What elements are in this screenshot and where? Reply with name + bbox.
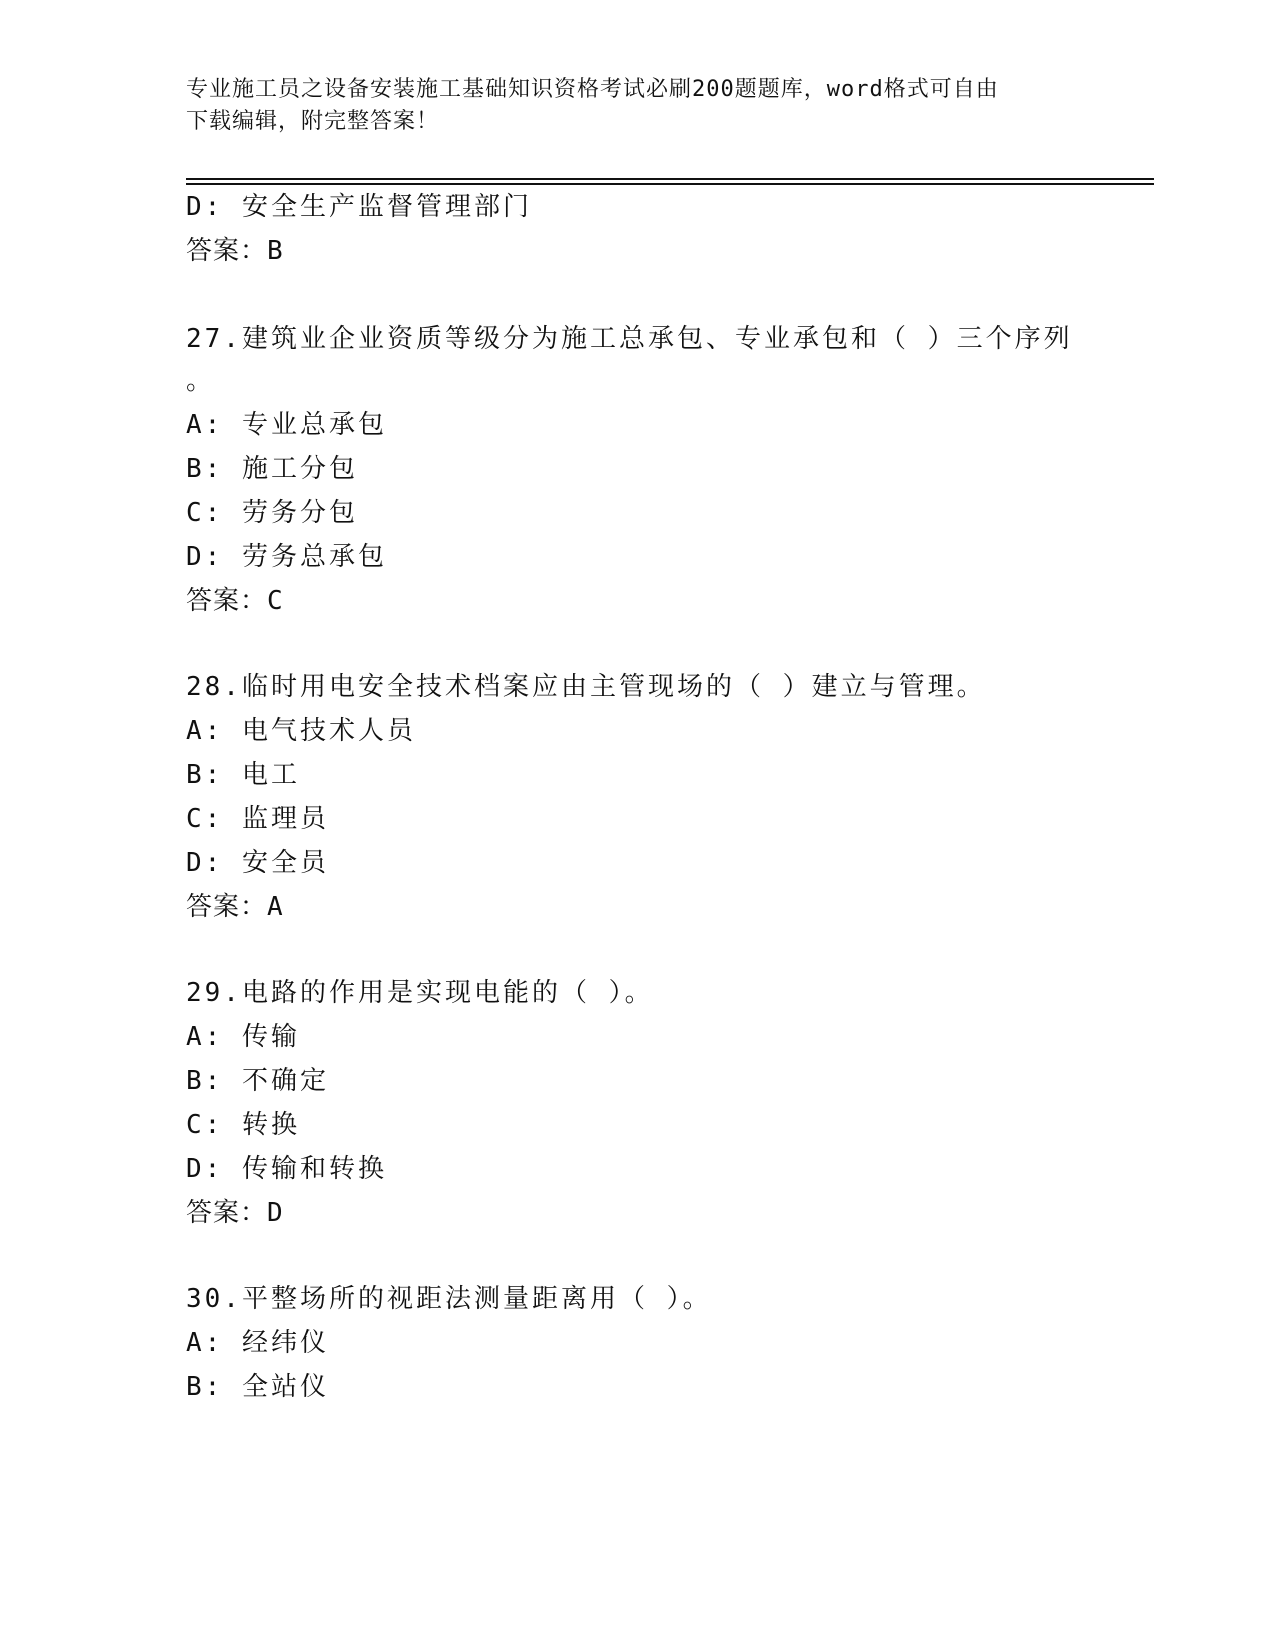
question-28-option-d: D: 安全员	[186, 848, 329, 878]
question-27-text-cont: 。	[186, 366, 216, 396]
question-29-option-b: B: 不确定	[186, 1066, 329, 1096]
question-29-option-c: C: 转换	[186, 1110, 300, 1140]
question-29-answer	[186, 1196, 284, 1230]
answer-label: 答案：	[186, 892, 268, 922]
question-27-answer	[186, 584, 284, 618]
question-28-option-c: C: 监理员	[186, 804, 329, 834]
answer-value: C	[267, 586, 284, 616]
prev-answer	[186, 234, 284, 268]
question-28-option-b: B: 电工	[186, 760, 300, 790]
question-29-text: 29.电路的作用是实现电能的（ ）。	[186, 978, 654, 1008]
question-28-text: 28.临时用电安全技术档案应由主管现场的（ ）建立与管理。	[186, 672, 986, 702]
answer-label: 答案：	[186, 586, 268, 616]
question-28-answer	[186, 890, 284, 924]
header-line-2: 下载编辑，附完整答案！	[186, 109, 440, 134]
question-30-option-b: B: 全站仪	[186, 1372, 329, 1402]
answer-value: B	[267, 236, 284, 266]
question-30-option-a: A: 经纬仪	[186, 1328, 329, 1358]
question-27-option-c: C: 劳务分包	[186, 498, 358, 528]
header-divider-top	[186, 178, 1154, 180]
answer-label: 答案：	[186, 236, 268, 266]
question-30-text: 30.平整场所的视距法测量距离用（ ）。	[186, 1284, 712, 1314]
question-27-option-d: D: 劳务总承包	[186, 542, 387, 572]
header-divider-bottom	[186, 183, 1154, 185]
question-27-option-a: A: 专业总承包	[186, 410, 387, 440]
question-29-option-a: A: 传输	[186, 1022, 300, 1052]
document-header	[186, 74, 1066, 138]
question-27-text: 27.建筑业企业资质等级分为施工总承包、专业承包和（ ）三个序列	[186, 324, 1073, 354]
answer-value: D	[267, 1198, 284, 1228]
answer-label: 答案：	[186, 1198, 268, 1228]
answer-value: A	[267, 892, 284, 922]
question-29-option-d: D: 传输和转换	[186, 1154, 387, 1184]
question-28-option-a: A: 电气技术人员	[186, 716, 416, 746]
prev-option-d: D: 安全生产监督管理部门	[186, 192, 532, 222]
header-line-1: 专业施工员之设备安装施工基础知识资格考试必刷200题题库，word格式可自由	[186, 77, 999, 102]
question-27-option-b: B: 施工分包	[186, 454, 358, 484]
